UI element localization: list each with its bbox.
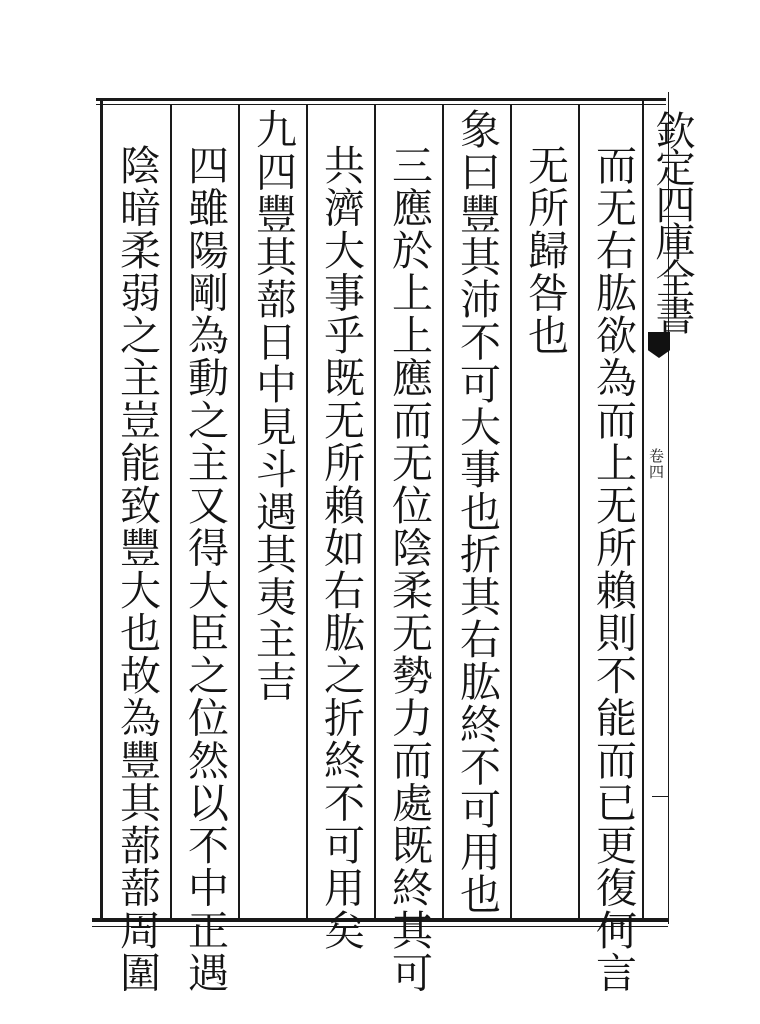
text-column-4: 三應於上上應而无位陰柔无勢力而處既終其可: [385, 144, 433, 994]
column-divider: [170, 104, 172, 919]
top-border: [96, 98, 666, 101]
column-divider: [442, 104, 444, 919]
column-divider: [238, 104, 240, 919]
text-column-3: 象曰豐其沛不可大事也折其右肱終不可用也: [453, 108, 501, 916]
column-divider: [510, 104, 512, 919]
top-border-inner: [96, 104, 666, 105]
margin-tick: [652, 796, 668, 797]
column-divider: [374, 104, 376, 919]
text-column-7: 四雖陽剛為動之主又得大臣之位然以不中正遇: [181, 144, 229, 994]
column-divider: [306, 104, 308, 919]
text-column-8: 陰暗柔弱之主豈能致豐大也故為豐其蔀蔀周圍: [113, 144, 161, 994]
text-column-5: 共濟大事乎既无所賴如右肱之折終不可用矣: [317, 144, 365, 952]
bottom-border-inner: [92, 926, 668, 927]
text-column-6: 九四豐其蔀日中見斗遇其夷主吉: [249, 108, 297, 703]
column-divider: [578, 104, 580, 919]
book-title: 欽定四庫全書: [649, 110, 695, 332]
bottom-border: [92, 918, 668, 922]
fishtail-mark: [648, 332, 670, 358]
volume-label: 卷四: [647, 448, 665, 480]
text-column-1: 而无右肱欲為而上无所賴則不能而已更復何言: [589, 144, 637, 994]
text-column-2: 无所歸咎也: [521, 144, 569, 357]
left-border: [100, 100, 103, 922]
